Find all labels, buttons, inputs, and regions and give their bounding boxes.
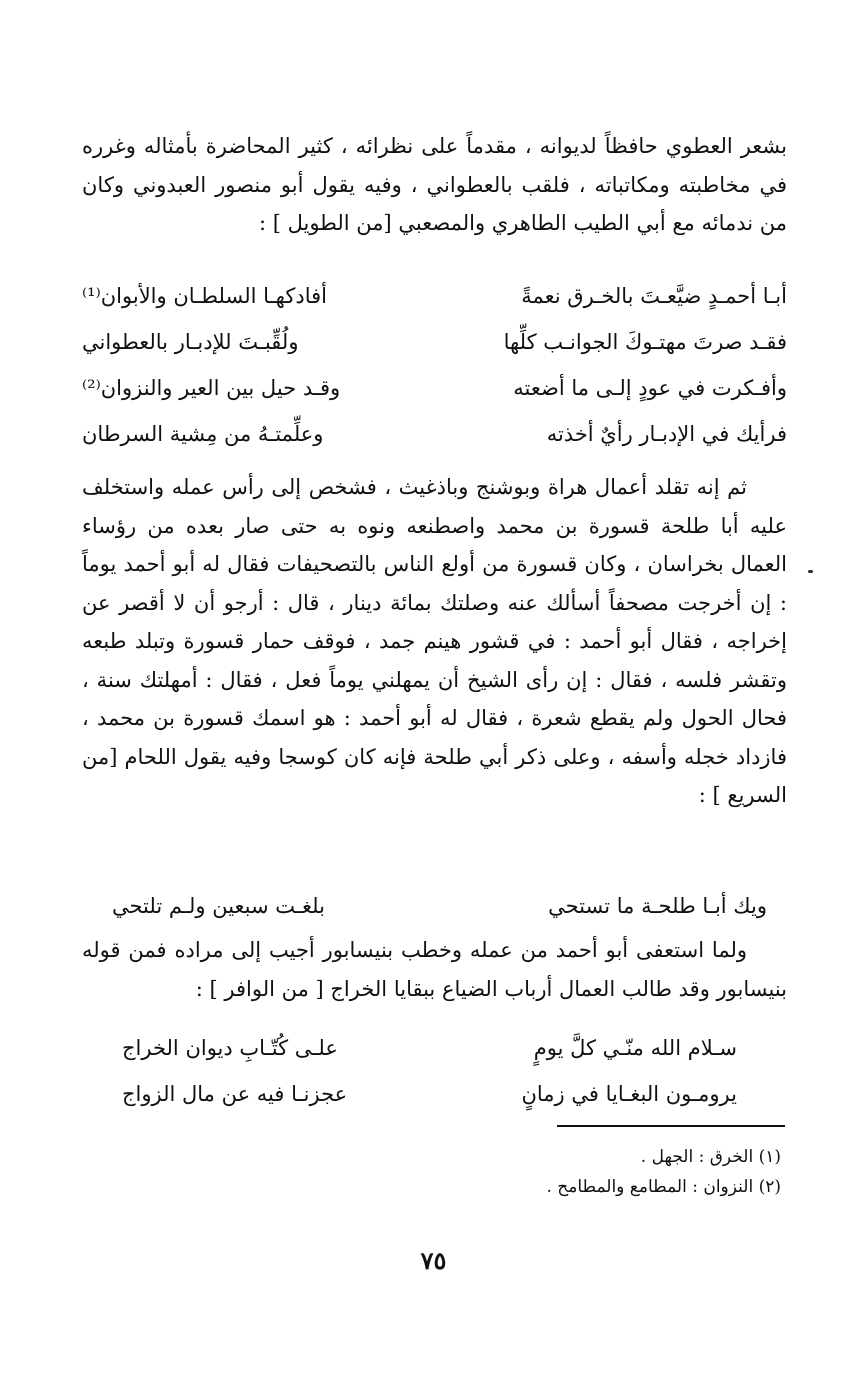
verse-second-hemistich: وعلِّمتـهُ من مِشية السرطان: [82, 422, 324, 446]
footnote-1: (١) الخرق : الجهل .: [640, 1147, 781, 1167]
verse-line: [82, 273, 787, 319]
paragraph-intro: بشعر العطوي حافظاً لديوانه ، مقدماً على نظرائه ، كثير المحاضرة بأمثاله وغرره في مخاطبته ومكاتباته ، فلقب بالعطواني ، وفيه يقول أبو منصور العبدوني وكان من ندمائه مع أبي الطيب الطاهري والمصعبي [من الطويل ] :: [82, 134, 787, 235]
verse-line: [82, 883, 787, 929]
footnote-divider: [557, 1125, 785, 1127]
verse-second-hemistich: أفادكهـا السلطـان والأبوان⁽¹⁾: [82, 284, 327, 308]
verse-first-hemistich: أبـا أحمـدٍ ضيَّعـتَ بالخـرق نعمةً: [521, 284, 787, 308]
verse-second-hemistich: وقـد حيل بين العير والنزوان⁽²⁾: [82, 376, 341, 400]
poem-kharaj: [82, 1025, 787, 1117]
verse-first-hemistich: يرومـون البغـايا في زمانٍ: [521, 1082, 737, 1106]
footnote-2: (٢) النزوان : المطامع والمطامح .: [546, 1177, 781, 1197]
footnotes: [281, 1142, 781, 1202]
paragraph-qaswara-story: ثم إنه تقلد أعمال هراة وبوشنج وباذغيث ، فشخص إلى رأس عمله واستخلف عليه أبا طلحة قسورة بن محمد واصطنعه ونوه به حتى صار بعده من رؤساء العمال بخراسان ، وكان قسورة من أولع الناس بالتصحيفات فقال له أبو أحمد يوماً : إن أخرجت مصحفاً أسألك عنه وصلتك بمائة دينار ، قال : أرجو أن لا أقصر عن إخراجه ، فقال أبو أحمد : في قشور هينم جمد ، فوقف حمار قسورة وتبلد طبعه وتقشر فلسه ، فقال : إن رأى الشيخ أن يمهلني يوماً فعل ، فقال : أمهلتك سنة ، فحال الحول ولم يقطع شعرة ، فقال له أبو أحمد : هو اسمك قسورة بن محمد ، فازداد خجله وأسفه ، وعلى ذكر أبي طلحة فإنه كان كوسجا وفيه يقول اللحام [من السريع ] :: [82, 475, 787, 807]
page-number: ٧٥: [420, 1246, 447, 1275]
poem-al-lahham: [82, 883, 787, 929]
verse-first-hemistich: فرأيك في الإدبـار رأيٌ أخذته: [546, 422, 787, 446]
verse-first-hemistich: وأفـكرت في عودٍ إلـى ما أضعته: [513, 376, 787, 400]
verse-first-hemistich: فقـد صرتَ مهتـوكَ الجوانـب كلِّها: [503, 330, 787, 354]
verse-line: [82, 411, 787, 457]
verse-second-hemistich: ولُقِّبـتَ للإدبـار بالعطواني: [82, 330, 299, 354]
verse-second-hemistich: بلغـت سبعين ولـم تلتحي: [112, 894, 325, 918]
verse-line: [82, 365, 787, 411]
poem-al-abdouni: [82, 273, 787, 457]
verse-first-hemistich: سـلام الله منّـي كلَّ يومٍ: [533, 1036, 737, 1060]
verse-line: [82, 319, 787, 365]
verse-first-hemistich: ويك أبـا طلحـة ما تستحي: [548, 894, 767, 918]
verse-line: [82, 1025, 787, 1071]
verse-second-hemistich: علـى كُتّـابِ ديوان الخراج: [122, 1036, 338, 1060]
paragraph-nishapur: ولما استعفى أبو أحمد من عمله وخطب بنيسابور أجيب إلى مراده فمن قوله بنيسابور وقد طالب العمال أرباب الضياع ببقايا الخراج [ من الوافر ] :: [82, 938, 787, 1001]
verse-second-hemistich: عجزنـا فيه عن مال الزواج: [122, 1082, 348, 1106]
scan-speck: [808, 570, 813, 573]
verse-line: [82, 1071, 787, 1117]
